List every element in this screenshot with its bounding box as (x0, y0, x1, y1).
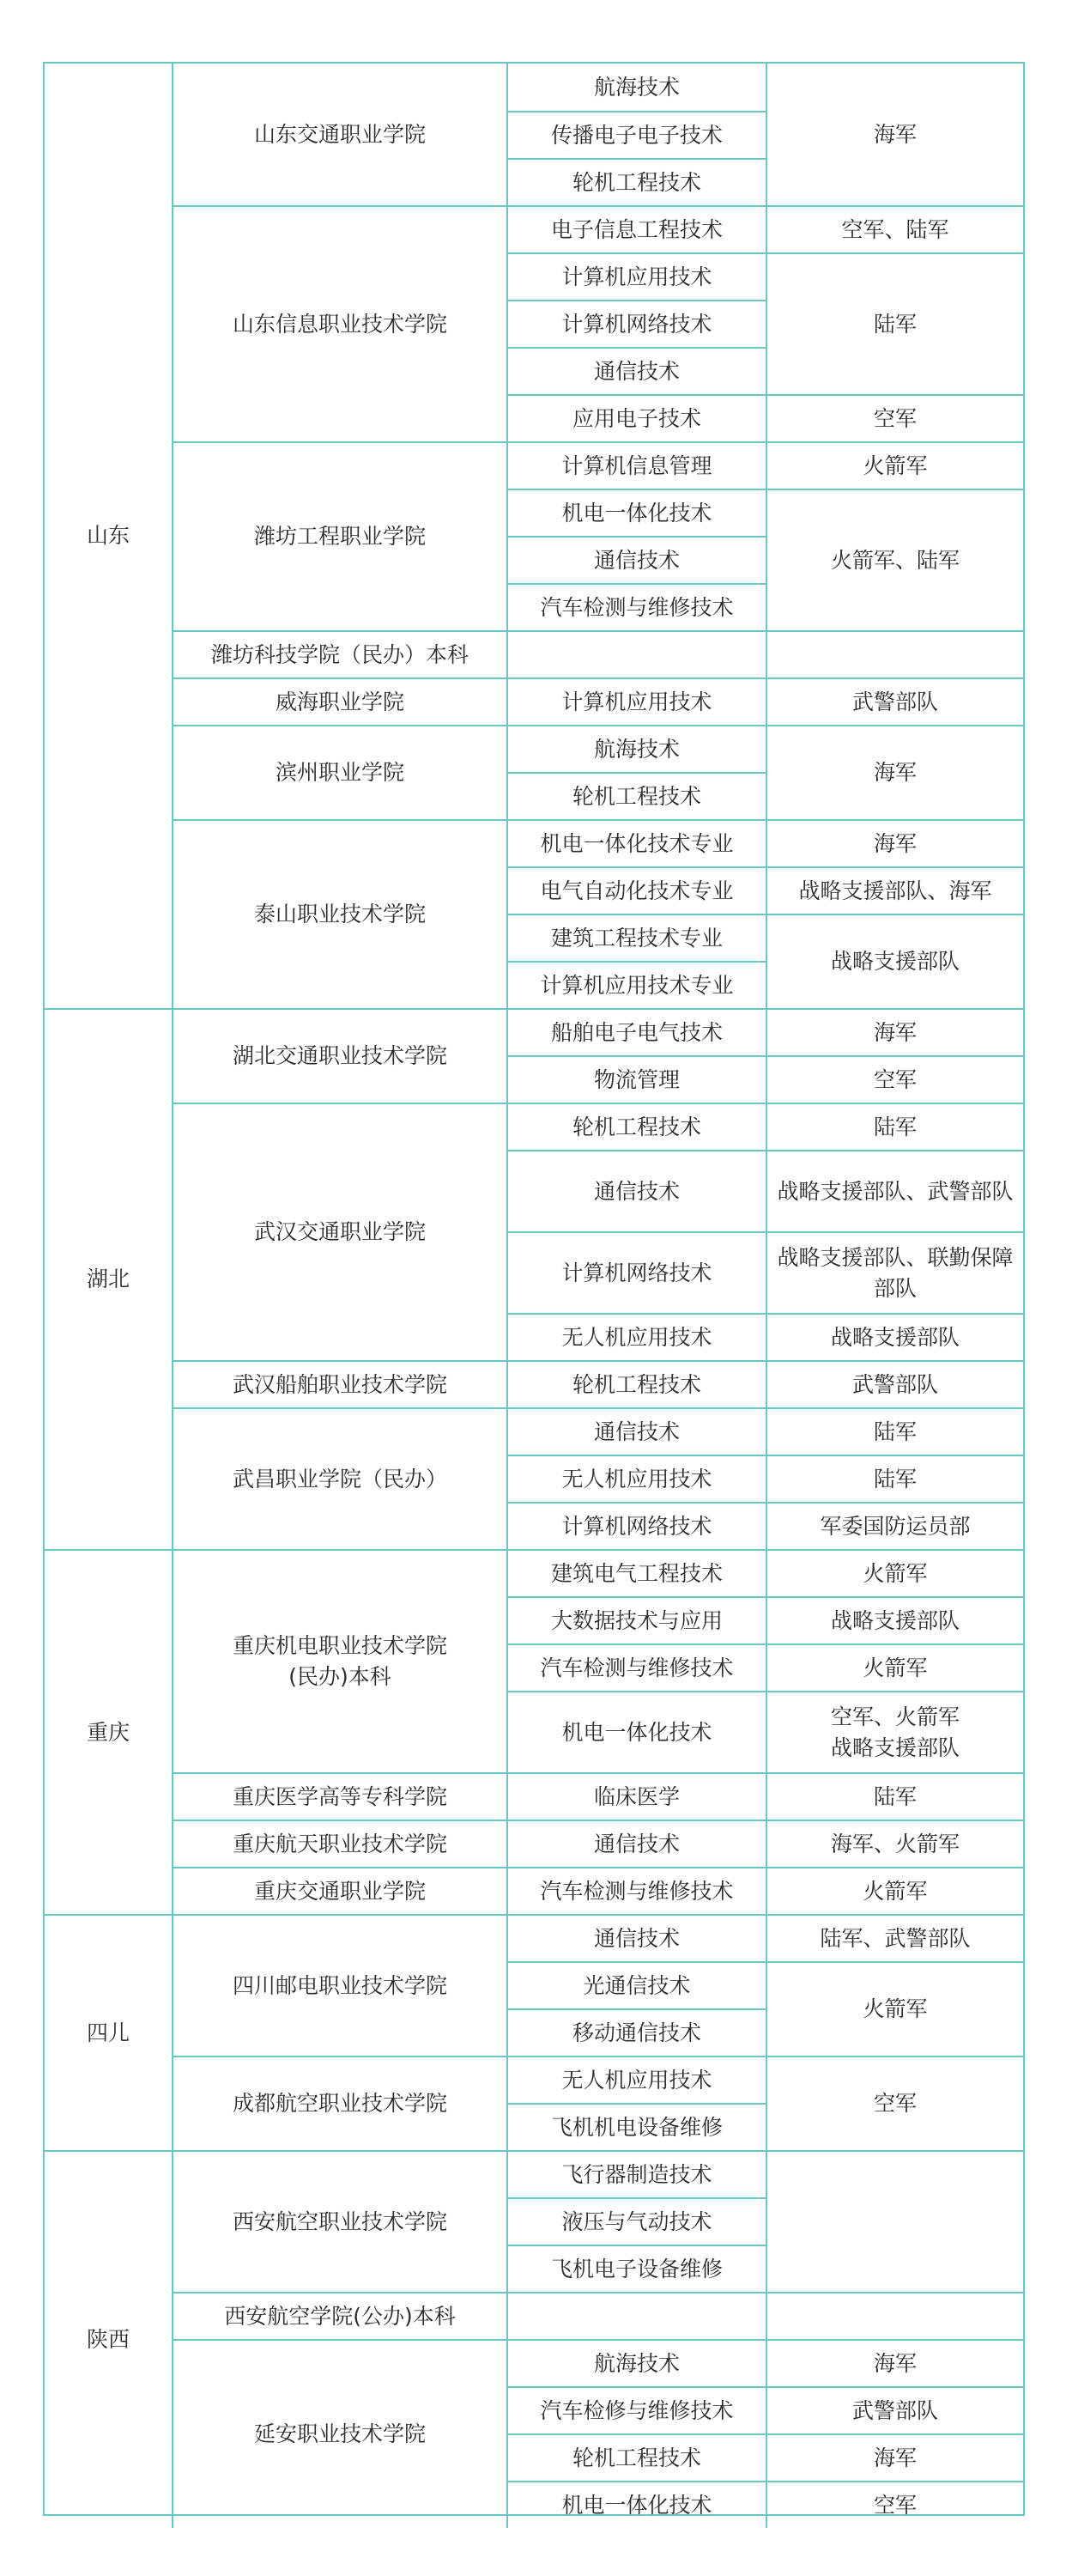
major-cell: 通信技术 (506, 1820, 766, 1867)
major-cell: 轮机工程技术 (506, 2433, 766, 2481)
branch-cell: 陆军 (766, 1103, 1023, 1150)
branch-cell: 海军 (766, 1008, 1023, 1055)
major-cell: 飞机机电设备维修 (506, 2103, 766, 2150)
province-cell: 重庆 (45, 1549, 172, 1914)
branch-cell: 空军 (766, 2056, 1023, 2150)
major-cell: 通信技术 (506, 347, 766, 394)
major-cell: 通信技术 (506, 1150, 766, 1231)
major-cell: 机电一体化技术 (506, 1691, 766, 1772)
branch-cell: 火箭军 (766, 441, 1023, 489)
school-cell: 武昌职业学院（民办） (172, 1407, 506, 1549)
major-cell: 移动通信技术 (506, 2008, 766, 2056)
major-cell: 轮机工程技术 (506, 158, 766, 205)
major-cell: 计算机网络技术 (506, 300, 766, 347)
school-cell: 四川邮电职业技术学院 (172, 1914, 506, 2056)
major-cell: 飞机电子设备维修 (506, 2245, 766, 2292)
branch-cell: 空军 (766, 2481, 1023, 2528)
school-cell: 威海职业学院 (172, 677, 506, 725)
school-cell: 潍坊科技学院（民办）本科 (172, 630, 506, 677)
school-cell: 山东交通职业学院 (172, 64, 506, 205)
branch-cell: 军委国防运员部 (766, 1502, 1023, 1549)
major-cell: 电子信息工程技术 (506, 205, 766, 252)
school-cell: 西安航空学院(公办)本科 (172, 2292, 506, 2339)
branch-cell: 战略支援部队 (766, 1596, 1023, 1643)
branch-cell: 火箭军 (766, 1867, 1023, 1914)
major-cell: 无人机应用技术 (506, 1313, 766, 1360)
branch-cell: 空军 (766, 394, 1023, 441)
major-cell: 建筑电气工程技术 (506, 1549, 766, 1596)
major-cell: 汽车检测与维修技术 (506, 1643, 766, 1691)
branch-cell: 陆军 (766, 1407, 1023, 1455)
school-cell: 潍坊工程职业学院 (172, 441, 506, 630)
major-cell: 建筑工程技术专业 (506, 914, 766, 961)
branch-cell: 海军 (766, 819, 1023, 866)
major-cell: 飞行器制造技术 (506, 2150, 766, 2197)
major-cell: 大数据技术与应用 (506, 1596, 766, 1643)
branch-cell: 战略支援部队、海军 (766, 866, 1023, 914)
major-cell: 汽车检测与维修技术 (506, 1867, 766, 1914)
branch-cell: 陆军、武警部队 (766, 1914, 1023, 1961)
branch-cell: 空军、火箭军 战略支援部队 (766, 1691, 1023, 1772)
branch-cell: 武警部队 (766, 2386, 1023, 2433)
major-cell: 汽车检测与维修技术 (506, 583, 766, 630)
branch-cell: 火箭军 (766, 1643, 1023, 1691)
school-cell: 重庆航天职业技术学院 (172, 1820, 506, 1867)
major-cell: 通信技术 (506, 1914, 766, 1961)
branch-cell: 战略支援部队、武警部队 (766, 1150, 1023, 1231)
branch-cell: 火箭军 (766, 1961, 1023, 2056)
major-cell: 机电一体化技术专业 (506, 819, 766, 866)
school-cell: 延安职业技术学院 (172, 2339, 506, 2528)
school-cell: 西安航空职业技术学院 (172, 2150, 506, 2292)
branch-cell: 战略支援部队 (766, 1313, 1023, 1360)
major-cell: 计算机网络技术 (506, 1231, 766, 1313)
branch-cell: 战略支援部队 (766, 914, 1023, 1008)
major-cell: 计算机应用技术 (506, 677, 766, 725)
major-cell: 轮机工程技术 (506, 772, 766, 819)
branch-cell: 海军 (766, 2339, 1023, 2386)
major-cell: 航海技术 (506, 2339, 766, 2386)
school-cell: 泰山职业技术学院 (172, 819, 506, 1008)
empty-cell (766, 630, 1023, 677)
branch-cell: 空军 (766, 1055, 1023, 1103)
branch-cell: 海军、火箭军 (766, 1820, 1023, 1867)
branch-cell: 战略支援部队、联勤保障 部队 (766, 1231, 1023, 1313)
major-cell: 轮机工程技术 (506, 1360, 766, 1407)
empty-cell (506, 630, 766, 677)
branch-cell: 陆军 (766, 252, 1023, 394)
major-cell: 计算机网络技术 (506, 1502, 766, 1549)
province-cell: 四儿 (45, 1914, 172, 2150)
major-cell: 光通信技术 (506, 1961, 766, 2008)
schools-table (43, 62, 1025, 2516)
major-cell: 机电一体化技术 (506, 489, 766, 536)
school-cell: 重庆医学高等专科学院 (172, 1772, 506, 1820)
major-cell: 计算机信息管理 (506, 441, 766, 489)
school-cell: 武汉船舶职业技术学院 (172, 1360, 506, 1407)
province-cell: 湖北 (45, 1008, 172, 1549)
major-cell: 船舶电子电气技术 (506, 1008, 766, 1055)
branch-cell: 海军 (766, 725, 1023, 819)
major-cell: 传播电子电子技术 (506, 111, 766, 158)
branch-cell: 空军、陆军 (766, 205, 1023, 252)
branch-cell: 火箭军 (766, 1549, 1023, 1596)
province-cell: 陕西 (45, 2150, 172, 2528)
empty-cell (506, 2292, 766, 2339)
major-cell: 物流管理 (506, 1055, 766, 1103)
major-cell: 汽车检修与维修技术 (506, 2386, 766, 2433)
major-cell: 液压与气动技术 (506, 2197, 766, 2245)
school-cell: 山东信息职业技术学院 (172, 205, 506, 441)
major-cell: 航海技术 (506, 725, 766, 772)
province-cell: 山东 (86, 523, 130, 548)
branch-cell: 陆军 (766, 1455, 1023, 1502)
major-cell: 通信技术 (506, 1407, 766, 1455)
branch-cell: 陆军 (766, 1772, 1023, 1820)
branch-cell: 海军 (766, 2433, 1023, 2481)
empty-cell (766, 2292, 1023, 2339)
major-cell: 无人机应用技术 (506, 1455, 766, 1502)
branch-cell: 海军 (766, 64, 1023, 205)
major-cell: 临床医学 (506, 1772, 766, 1820)
branch-cell (766, 2150, 1023, 2292)
major-cell: 电气自动化技术专业 (506, 866, 766, 914)
major-cell: 应用电子技术 (506, 394, 766, 441)
major-cell: 通信技术 (506, 536, 766, 583)
school-cell: 重庆交通职业学院 (172, 1867, 506, 1914)
school-cell: 成都航空职业技术学院 (172, 2056, 506, 2150)
branch-cell: 武警部队 (766, 677, 1023, 725)
major-cell: 无人机应用技术 (506, 2056, 766, 2103)
school-cell: 滨州职业学院 (172, 725, 506, 819)
school-cell: 武汉交通职业学院 (172, 1103, 506, 1360)
major-cell: 机电一体化技术 (506, 2481, 766, 2528)
school-cell: 重庆机电职业技术学院 (民办)本科 (172, 1549, 506, 1772)
major-cell: 计算机应用技术 (506, 252, 766, 300)
school-cell: 湖北交通职业技术学院 (172, 1008, 506, 1103)
major-cell: 航海技术 (506, 64, 766, 111)
branch-cell: 火箭军、陆军 (766, 489, 1023, 630)
branch-cell: 武警部队 (766, 1360, 1023, 1407)
major-cell: 计算机应用技术专业 (506, 961, 766, 1008)
major-cell: 轮机工程技术 (506, 1103, 766, 1150)
